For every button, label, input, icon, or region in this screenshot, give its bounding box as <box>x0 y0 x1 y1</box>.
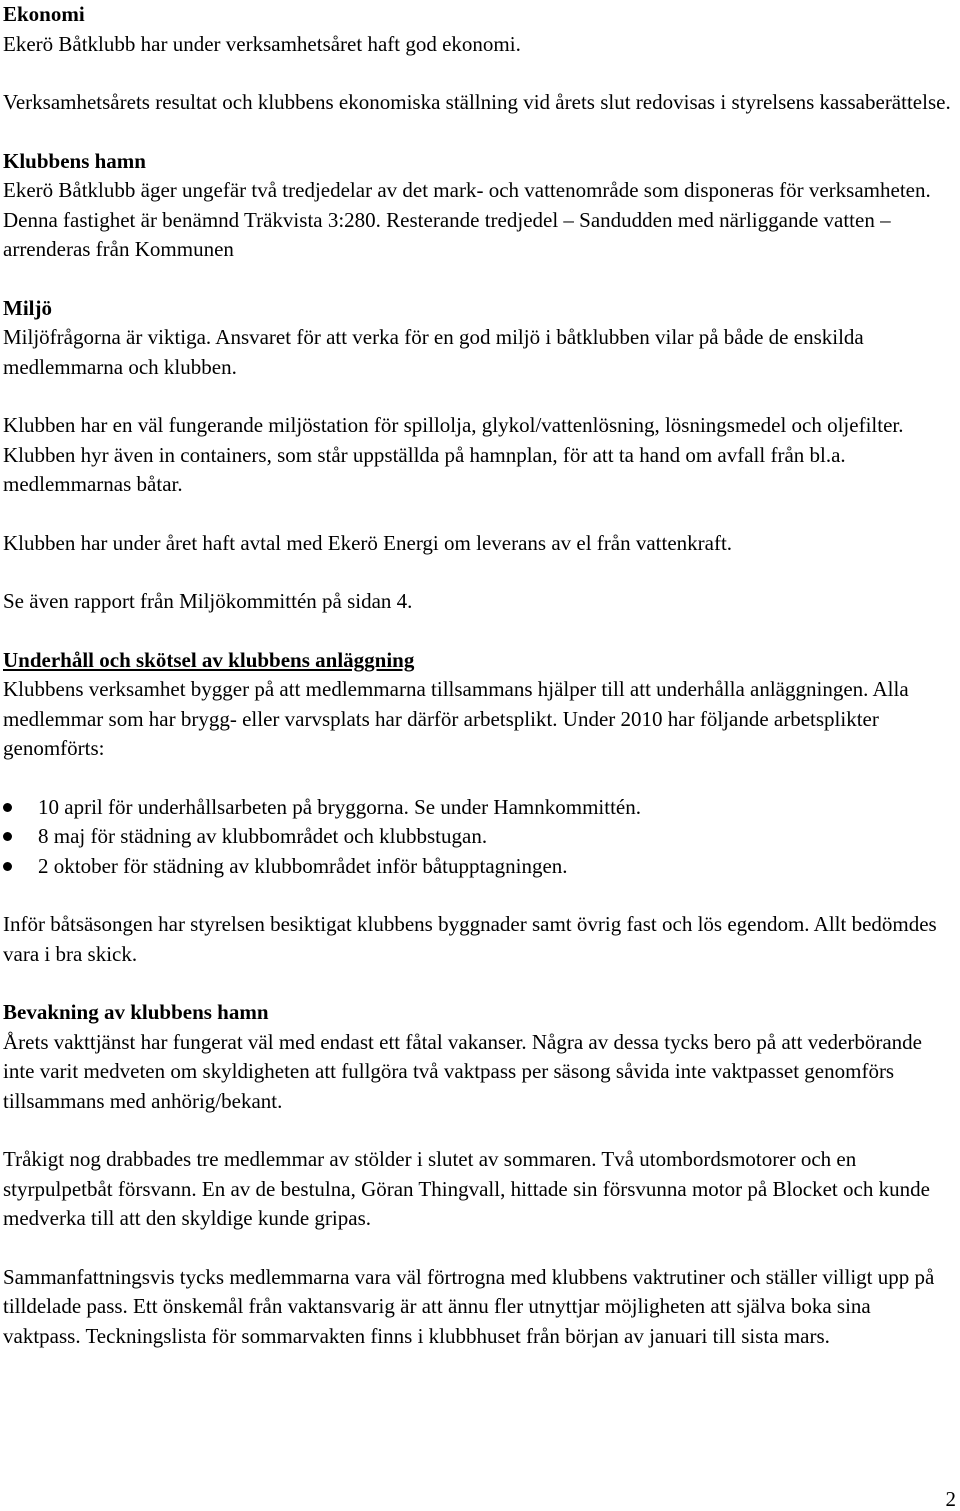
section-heading-ekonomi: Ekonomi <box>3 2 85 26</box>
document-page <box>3 0 953 1351</box>
bullet-icon <box>3 862 12 871</box>
section-heading-miljo: Miljö <box>3 295 52 320</box>
section-heading-bevakning: Bevakning av klubbens hamn <box>3 1000 269 1024</box>
paragraph: Klubbens verksamhet bygger på att medlemmarna tillsammans hjälper till att underhålla anläggningen. Alla medlemmar som har brygg- eller varvsplats har därför arbetsplikt. Under 2010 har följande arbetsplikter genomförts: <box>3 677 909 760</box>
paragraph: Klubben har en väl fungerande miljöstation för spillolja, glykol/vattenlösning, lösningsmedel och oljefilter. Klubben hyr även in containers, som står uppställda på hamnplan, för att ta hand om avfall från bl.a. medlemmarnas båtar. <box>3 413 904 496</box>
section-heading-hamn: Klubbens hamn <box>3 148 146 173</box>
paragraph: Klubben har under året haft avtal med Ekerö Energi om leverans av el från vattenkraft. <box>3 530 733 555</box>
section-heading-underhall: Underhåll och skötsel av klubbens anläggning <box>3 647 415 672</box>
paragraph: Ekerö Båtklubb har under verksamhetsåret haft god ekonomi. <box>3 31 521 56</box>
bullet-icon <box>3 803 12 812</box>
paragraph: Inför båtsäsongen har styrelsen besiktigat klubbens byggnader samt övrig fast och lös egendom. Allt bedömdes vara i bra skick. <box>3 912 937 966</box>
list-item: 8 maj för städning av klubbområdet och klubbstugan. <box>3 822 953 852</box>
paragraph: Miljöfrågorna är viktiga. Ansvaret för att verka för en god miljö i båtklubben vilar på både de enskilda medlemmarna och klubben. <box>3 325 864 379</box>
paragraph: Årets vakttjänst har fungerat väl med endast ett fåtal vakanser. Några av dessa tycks bero på att vederbörande inte varit medveten om skyldigheten att fullgöra två vaktpass per säsong såvida inte vaktpasset genomförs tillsammans med anhörig/bekant. <box>3 1029 922 1113</box>
bullet-list <box>3 793 953 882</box>
paragraph: Tråkigt nog drabbades tre medlemmar av stölder i slutet av sommaren. Två utombordsmotorer och en styrpulpetbåt försvann. En av de bestulna, Göran Thingvall, hittade sin försvunna motor på Blocket och kunde medverka till att den skyldige kunde gripas. <box>3 1147 930 1230</box>
paragraph: Sammanfattningsvis tycks medlemmarna vara väl förtrogna med klubbens vaktrutiner och ställer villigt upp på tilldelade pass. Ett önskemål från vaktansvarig är att ännu fler utnyttjar möjligheten att själva boka sina vaktpass. Teckningslista för sommarvakten finns i klubbhuset från början av januari till sista mars. <box>3 1264 935 1348</box>
paragraph: Ekerö Båtklubb äger ungefär två tredjedelar av det mark- och vattenområde som disponeras för verksamheten. Denna fastighet är benämnd Träkvista 3:280. Resterande tredjedel – Sandudden med närliggande vatten – arrenderas från Kommunen <box>3 178 931 261</box>
paragraph: Se även rapport från Miljökommittén på sidan 4. <box>3 589 413 613</box>
page-number: 2 <box>945 1487 956 1511</box>
paragraph: Verksamhetsårets resultat och klubbens ekonomiska ställning vid årets slut redovisas i styrelsens kassaberättelse. <box>3 90 951 114</box>
list-item: 2 oktober för städning av klubbområdet inför båtupptagningen. <box>3 852 953 882</box>
bullet-icon <box>3 832 12 841</box>
list-item: 10 april för underhållsarbeten på bryggorna. Se under Hamnkommittén. <box>3 793 953 823</box>
